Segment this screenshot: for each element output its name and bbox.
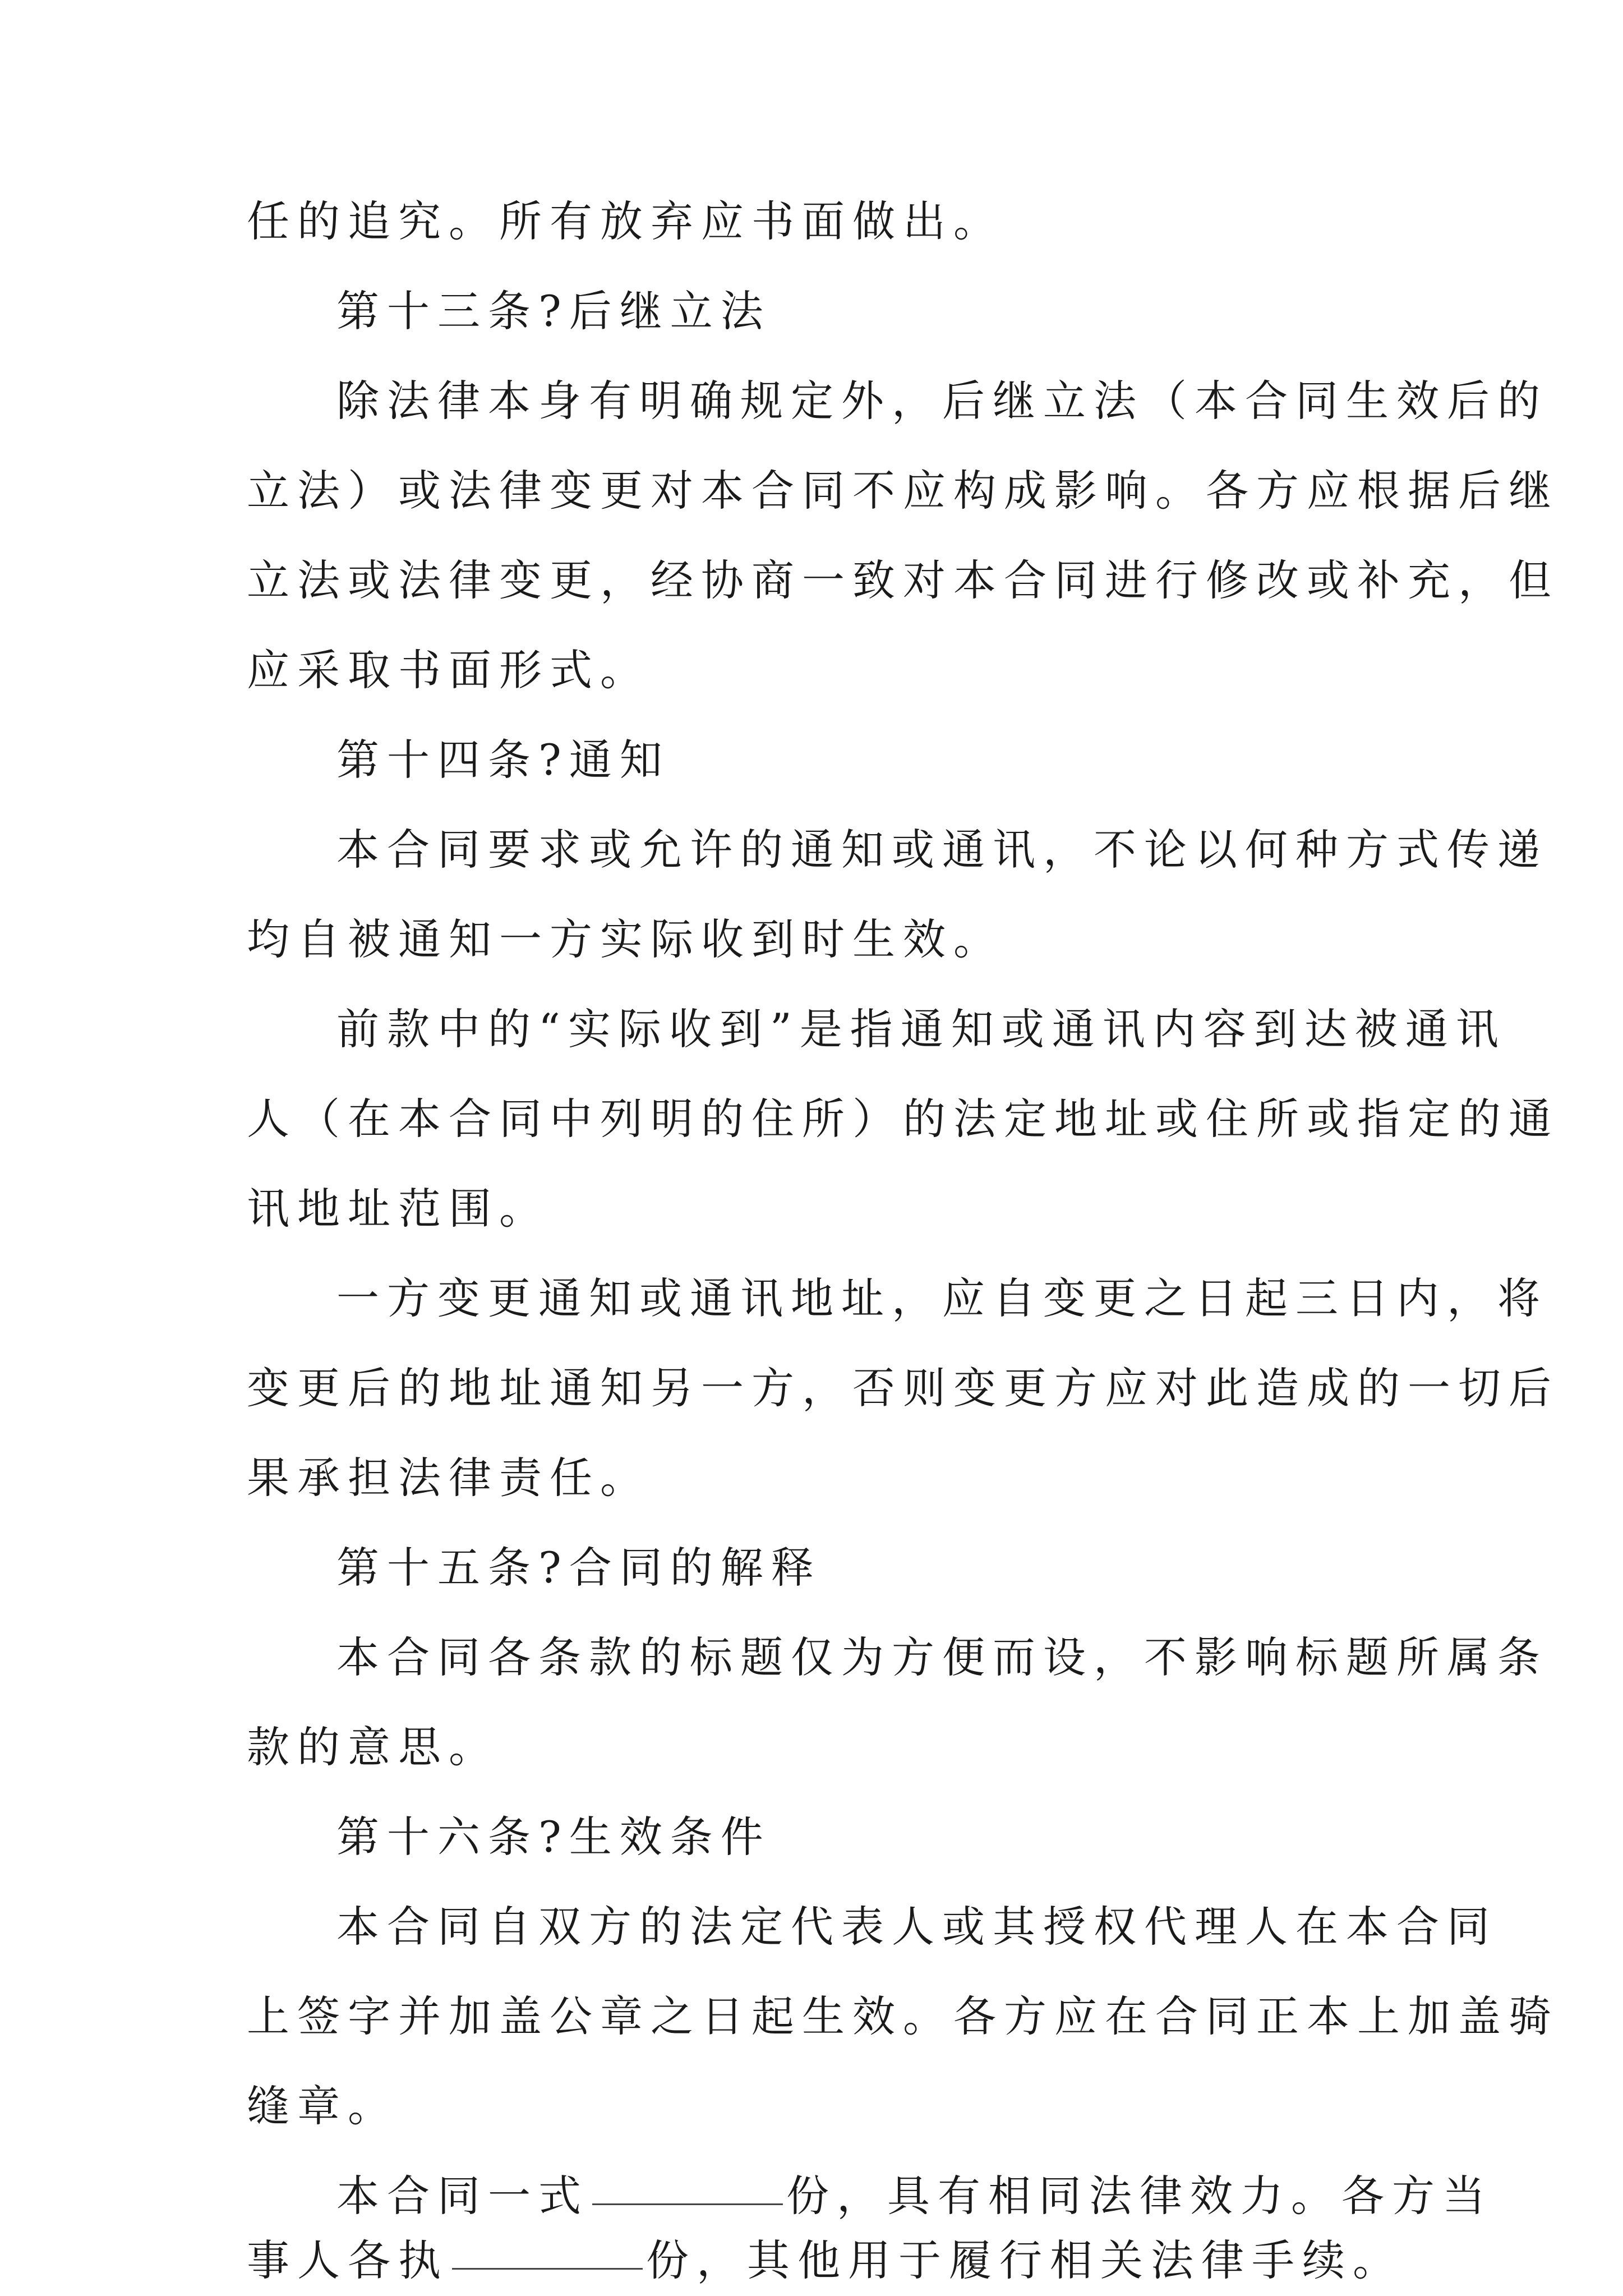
paragraph-line: 缝章。 <box>247 2081 398 2131</box>
paragraph-line: 立法或法律变更，经协商一致对本合同进行修改或补充，但 <box>247 555 1559 605</box>
copies-text-before: 本合同一式 <box>336 2171 589 2221</box>
paragraph-line: 本合同各条款的标题仅为方便而设，不影响标题所属条 <box>336 1632 1548 1682</box>
paragraph-line-each-party <box>247 2230 1403 2292</box>
each-party-text-before: 事人各执 <box>247 2235 449 2285</box>
paragraph-line: 本合同要求或允许的通知或通讯，不论以何种方式传递 <box>336 825 1548 875</box>
copies-text-after: 份，具有相同法律效力。各方当 <box>786 2171 1493 2221</box>
each-party-count-blank[interactable] <box>452 2266 643 2270</box>
paragraph-line: 本合同自双方的法定代表人或其授权代理人在本合同 <box>336 1902 1497 1952</box>
paragraph-line: 款的意思。 <box>247 1722 499 1772</box>
paragraph-line: 除法律本身有明确规定外，后继立法（本合同生效后的 <box>336 376 1548 426</box>
paragraph-line: 讯地址范围。 <box>247 1184 550 1234</box>
copies-count-blank[interactable] <box>592 2201 783 2205</box>
article-16-heading: 第十六条?生效条件 <box>336 1812 771 1862</box>
paragraph-line: 前款中的“实际收到”是指通知或通讯内容到达被通讯 <box>336 1004 1506 1054</box>
paragraph-line: 立法）或法律变更对本合同不应构成影响。各方应根据后继 <box>247 466 1559 516</box>
each-party-text-after: 份，其他用于履行相关法律手续。 <box>646 2235 1403 2285</box>
article-14-heading: 第十四条?通知 <box>336 735 670 785</box>
paragraph-line: 上签字并加盖公章之日起生效。各方应在合同正本上加盖骑 <box>247 1991 1559 2041</box>
article-15-heading: 第十五条?合同的解释 <box>336 1543 822 1593</box>
article-13-heading: 第十三条?后继立法 <box>336 286 771 336</box>
paragraph-line: 任的追究。所有放弃应书面做出。 <box>247 196 1004 246</box>
paragraph-line-copies <box>336 2165 1493 2227</box>
paragraph-line: 变更后的地址通知另一方，否则变更方应对此造成的一切后 <box>247 1363 1559 1413</box>
paragraph-line: 应采取书面形式。 <box>247 645 651 695</box>
paragraph-line: 人（在本合同中列明的住所）的法定地址或住所或指定的通 <box>247 1094 1559 1144</box>
paragraph-line: 均自被通知一方实际收到时生效。 <box>247 914 1004 964</box>
paragraph-line: 一方变更通知或通讯地址，应自变更之日起三日内，将 <box>336 1273 1548 1323</box>
paragraph-line: 果承担法律责任。 <box>247 1453 651 1503</box>
